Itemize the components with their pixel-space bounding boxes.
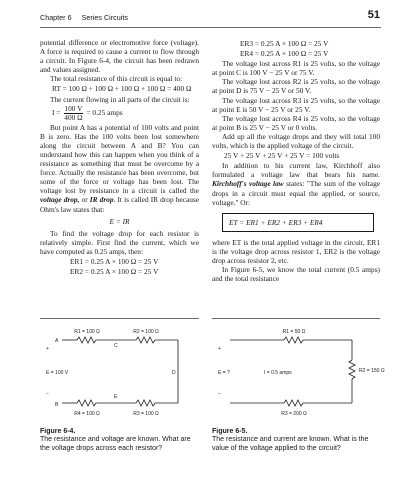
paragraph: The total resistance of this circuit is equal to:: [50, 74, 183, 84]
equation-er2: ER2 = 0.25 A × 100 Ω = 25 V: [70, 267, 159, 277]
eq-rhs: = 0.25 amps: [86, 107, 123, 117]
text-run: states: "The sum of the voltage drops in a circuit must equal the applied, or source, voltage." Or:: [212, 179, 380, 207]
label-r3: R3 = 200 Ω: [281, 411, 307, 417]
fraction-denominator: 400 Ω: [64, 112, 83, 122]
term-ir-drop: IR drop: [89, 195, 114, 205]
point-d: D: [172, 370, 176, 376]
figure-6-5-circuit: [212, 320, 385, 420]
text-run: In addition to his current law, Kirchhoff also formulated a voltage law that bears his name.: [212, 161, 380, 180]
chapter-label: Chapter 6: [40, 13, 72, 22]
label-r4: R4 = 100 Ω: [74, 411, 100, 417]
plus-sign: +: [46, 346, 49, 352]
left-column: [40, 38, 199, 277]
resistor-r4: [77, 400, 96, 406]
label-r3: R3 = 100 Ω: [133, 411, 159, 417]
chapter-title: Series Circuits: [81, 13, 128, 22]
fraction: [64, 105, 82, 122]
equation-er1: ER1 = 0.25 A × 100 Ω = 25 V: [70, 256, 159, 266]
resistor-r3: [284, 400, 303, 406]
figure-6-4-circuit: [40, 320, 200, 420]
resistor-r3: [136, 400, 155, 406]
page-number: 51: [367, 9, 380, 21]
text-run: But point A has a potential of 100 volts and point B is zero. Has the 100 volts been lost somewhere along the circuit between A and B? You can understand how this can happen when you think of a resistance as something that must be overcome by a force. Actually the resistance has been overcome, but some of the force or voltage has been lost. The voltage lost by resistance in a circuit is called the: [40, 122, 199, 196]
figure-6-4-caption: [40, 428, 200, 453]
resistor-r1: [77, 337, 96, 343]
paragraph: The voltage lost across R1 is 25 volts, so the voltage at point C is 100 V − 25 V or 75 V.: [212, 59, 380, 78]
equation-ohms-law: E = IR: [109, 216, 130, 226]
paragraph: [40, 123, 199, 214]
paragraph: [212, 161, 380, 206]
text-run: or: [79, 195, 90, 205]
text-run: . It is called IR drop because Ohm's law states that:: [40, 195, 199, 214]
current-label: I = 0.5 amps: [264, 370, 292, 376]
minus-sign: −: [218, 391, 221, 397]
kirchhoff-equation-box: ET = ER1 + ER2 + ER3 + ER4: [222, 213, 374, 232]
caption-text: The resistance and current are known. What is the value of the voltage applied to the circuit?: [212, 436, 369, 452]
figure-6-5-caption: [212, 428, 380, 453]
resistor-r1: [284, 337, 303, 343]
equation-total-resistance: RT = 100 Ω + 100 Ω + 100 Ω + 100 Ω = 400 Ω: [52, 84, 192, 94]
equation-current: [40, 105, 199, 122]
caption-title: Figure 6-4.: [40, 428, 76, 435]
paragraph: The current flowing in all parts of the circuit is:: [50, 94, 190, 104]
equation-er3: ER3 = 0.25 A × 100 Ω = 25 V: [240, 39, 329, 48]
plus-sign: +: [218, 346, 221, 352]
running-header: [40, 13, 136, 22]
label-r2: R2 = 100 Ω: [133, 329, 159, 335]
paragraph: where ET is the total applied voltage in the circuit, ER1 is the voltage drop across resistor 1, ER2 is the voltage drop across resistor 2, etc.: [212, 237, 380, 265]
label-r2: R2 = 150 Ω: [359, 368, 385, 374]
label-r1: R1 = 100 Ω: [74, 329, 100, 335]
point-c: C: [114, 343, 118, 349]
paragraph: The voltage lost across R3 is 25 volts, so the voltage at point E is 50 V − 25 V or 25 V.: [212, 95, 380, 114]
fraction-numerator: 100 V: [64, 103, 83, 113]
equation-sum: 25 V + 25 V + 25 V + 25 V = 100 volts: [224, 151, 340, 161]
term-kirchhoff-voltage-law: Kirchhoff's voltage law: [212, 179, 284, 189]
point-b: B: [55, 402, 59, 408]
resistor-r2: [349, 360, 355, 379]
caption-text: The resistance and voltage are known. What are the voltage drops across each resistor?: [40, 436, 191, 452]
right-column: [212, 38, 380, 283]
paragraph: The voltage lost across R2 is 25 volts, so the voltage at point D is 75 V − 25 V or 50 V.: [212, 77, 380, 96]
paragraph: In Figure 6-5, we know the total current (0.5 amps) and the total resistance: [212, 265, 380, 284]
term-voltage-drop: voltage drop,: [40, 195, 80, 205]
label-r1: R1 = 50 Ω: [282, 329, 306, 335]
resistor-r2: [136, 337, 155, 343]
header-rule: [40, 27, 381, 28]
point-e: E: [114, 394, 118, 400]
equation-er4: ER4 = 0.25 A × 100 Ω = 25 V: [240, 49, 329, 59]
source-label: E = ?: [218, 370, 230, 376]
point-a: A: [55, 338, 59, 344]
paragraph: To find the voltage drop for each resistor is relatively simple. First find the current, which we have computed as 0.25 amps, then:: [40, 228, 199, 256]
paragraph: potential difference or electromotive force (voltage). A force is required to cause a current to flow through a circuit. In Figure 6-4, the circuit has been redrawn and values assigned.: [40, 38, 199, 75]
figure-top-rule: [40, 318, 199, 319]
paragraph: The voltage lost across R4 is 25 volts, so the voltage at point B is 25 V − 25 V or 0 volts.: [212, 113, 380, 132]
caption-title: Figure 6-5.: [212, 428, 248, 435]
figure-top-rule: [212, 318, 380, 319]
eq-lhs: I =: [52, 107, 61, 117]
minus-sign: −: [46, 391, 49, 397]
paragraph: Add up all the voltage drops and they will total 100 volts, which is the applied voltage of the circuit.: [212, 131, 380, 151]
source-label: E = 100 V: [46, 370, 69, 376]
